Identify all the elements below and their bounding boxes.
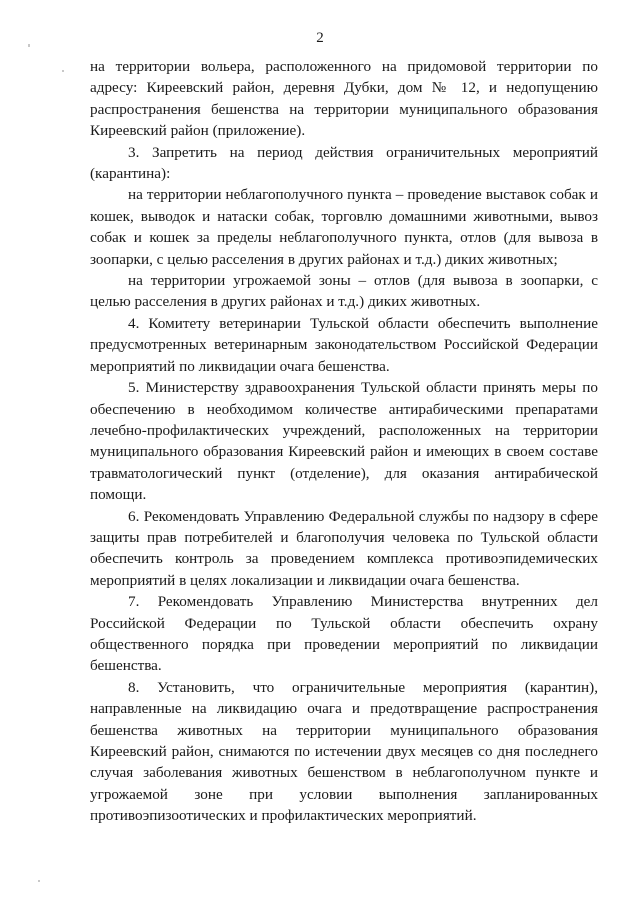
scan-speck [38,880,40,882]
paragraph-item-8: 8. Установить, что ограничительные мероприятия (карантин), направленные на ликвидацию очага и предотвращение распространения бешенства животных на территории муниципального образования Киреевский район, снимаются по истечении двух месяцев со дня последнего случая заболевания животных бешенством в неблагополучном пункте и угрожаемой зоне при условии выполнения запланированных противоэпизоотических и профилактических мероприятий. [90,678,598,825]
page-number: 2 [316,30,324,46]
paragraph-item-3: 3. Запретить на период действия ограничительных мероприятий (карантина): [90,143,598,183]
paragraph-item-3-a: на территории неблагополучного пункта – проведение выставок собак и кошек, выводок и натаски собак, торговлю домашними животными, вывоз собак и кошек за пределы неблагополучного пункта, отлов (для вывоза в зоопарки, с целью расселения в других районах и т.д.) диких животных; [90,186,598,268]
paragraph-continuation: на территории вольера, расположенного на придомовой территории по адресу: Киреевский район, деревня Дубки, дом № 12, и недопущению распространения бешенства на территории муниципального образования Киреевский район (приложение). [90,58,598,140]
paragraph-item-5: 5. Министерству здравоохранения Тульской области принять меры по обеспечению в необходимом количестве антирабическими препаратами лечебно-профилактических учреждений, расположенных на территории муниципального образования Киреевский район и имеющих в своем составе травматологический пункт (отделение), для оказания антирабической помощи. [90,379,598,504]
paragraph-item-7: 7. Рекомендовать Управлению Министерства внутренних дел Российской Федерации по Тульской области обеспечить охрану общественного порядка при проведении мероприятий по ликвидации бешенства. [90,593,598,675]
paragraph-item-3-b: на территории угрожаемой зоны – отлов (для вывоза в зоопарки, с целью расселения в других районах и т.д.) диких животных. [90,272,598,311]
document-body [90,56,598,827]
scan-speck [62,70,64,72]
paragraph-item-6: 6. Рекомендовать Управлению Федеральной службы по надзору в сфере защиты прав потребителей и благополучия человека по Тульской области обеспечить контроль за проведением комплекса противоэпидемических мероприятий в целях локализации и ликвидации очага бешенства. [90,507,598,589]
paragraph-item-4: 4. Комитету ветеринарии Тульской области обеспечить выполнение предусмотренных ветеринарным законодательством Российской Федерации мероприятий по ликвидации очага бешенства. [90,314,598,375]
